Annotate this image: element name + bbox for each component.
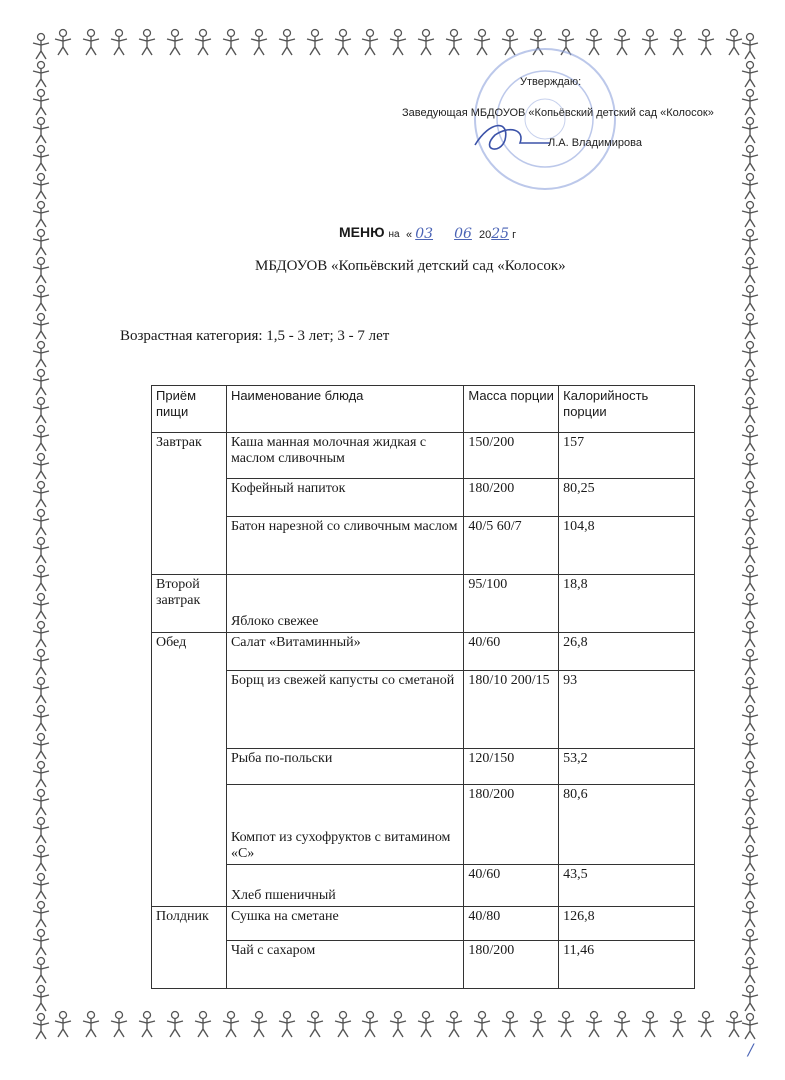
cell-mass: 180/200 [464, 479, 559, 517]
child-figure-icon [739, 928, 761, 956]
child-figure-icon [30, 844, 52, 872]
child-figure-icon [739, 452, 761, 480]
child-figure-icon [739, 704, 761, 732]
cell-mass: 150/200 [464, 433, 559, 479]
child-figure-icon [30, 732, 52, 760]
child-figure-icon [667, 28, 689, 56]
cell-dish: Рыба по-польски [226, 749, 463, 785]
child-figure-icon [667, 1010, 689, 1038]
cell-cal: 104,8 [559, 517, 695, 575]
date-year-prefix: 20 [478, 229, 492, 241]
child-figure-icon [739, 284, 761, 312]
cell-dish: Яблоко свежее [226, 575, 463, 633]
child-figure-icon [164, 28, 186, 56]
child-figure-icon [30, 872, 52, 900]
decorative-border-top [52, 28, 745, 58]
child-figure-icon [30, 704, 52, 732]
child-figure-icon [30, 648, 52, 676]
table-row [152, 633, 695, 671]
table-row [152, 941, 695, 989]
table-row [152, 865, 695, 907]
cell-mass: 40/60 [464, 865, 559, 907]
child-figure-icon [30, 116, 52, 144]
child-figure-icon [30, 88, 52, 116]
decorative-border-right [739, 32, 769, 1040]
cell-mass: 40/80 [464, 907, 559, 941]
handwritten-signature-icon [470, 115, 555, 160]
child-figure-icon [30, 368, 52, 396]
child-figure-icon [30, 172, 52, 200]
child-figure-icon [555, 1010, 577, 1038]
cell-cal: 157 [559, 433, 695, 479]
table-row [152, 517, 695, 575]
child-figure-icon [164, 1010, 186, 1038]
menu-title [339, 224, 400, 240]
handwritten-mark-icon: / [748, 1040, 754, 1059]
child-figure-icon [30, 200, 52, 228]
table-row [152, 749, 695, 785]
child-figure-icon [739, 480, 761, 508]
child-figure-icon [739, 816, 761, 844]
child-figure-icon [415, 28, 437, 56]
child-figure-icon [30, 256, 52, 284]
child-figure-icon [739, 536, 761, 564]
header-meal: Приём пищи [152, 386, 227, 433]
child-figure-icon [359, 28, 381, 56]
table-row [152, 575, 695, 633]
child-figure-icon [30, 228, 52, 256]
cell-dish: Каша манная молочная жидкая с маслом сливочным [226, 433, 463, 479]
child-figure-icon [30, 900, 52, 928]
cell-cal: 11,46 [559, 941, 695, 989]
child-figure-icon [387, 1010, 409, 1038]
cell-cal: 18,8 [559, 575, 695, 633]
child-figure-icon [30, 928, 52, 956]
cell-dish: Батон нарезной со сливочным маслом [226, 517, 463, 575]
child-figure-icon [739, 676, 761, 704]
child-figure-icon [611, 1010, 633, 1038]
child-figure-icon [30, 592, 52, 620]
child-figure-icon [739, 732, 761, 760]
child-figure-icon [30, 452, 52, 480]
child-figure-icon [30, 480, 52, 508]
child-figure-icon [30, 144, 52, 172]
cell-dish: Борщ из свежей капусты со сметаной [226, 671, 463, 749]
child-figure-icon [739, 60, 761, 88]
cell-meal: Полдник [152, 907, 227, 989]
child-figure-icon [387, 28, 409, 56]
child-figure-icon [332, 1010, 354, 1038]
child-figure-icon [739, 984, 761, 1012]
child-figure-icon [30, 312, 52, 340]
child-figure-icon [739, 368, 761, 396]
header-dish: Наименование блюда [226, 386, 463, 433]
child-figure-icon [220, 28, 242, 56]
child-figure-icon [276, 1010, 298, 1038]
cell-cal: 80,6 [559, 785, 695, 865]
child-figure-icon [108, 28, 130, 56]
child-figure-icon [443, 1010, 465, 1038]
cell-cal: 80,25 [559, 479, 695, 517]
cell-mass: 40/60 [464, 633, 559, 671]
child-figure-icon [739, 844, 761, 872]
date-year: 25 [491, 226, 510, 242]
child-figure-icon [30, 508, 52, 536]
cell-dish: Хлеб пшеничный [226, 865, 463, 907]
cell-mass: 95/100 [464, 575, 559, 633]
age-category: Возрастная категория: 1,5 - 3 лет; 3 - 7 лет [120, 328, 390, 344]
cell-dish: Сушка на сметане [226, 907, 463, 941]
header-mass: Масса порции [464, 386, 559, 433]
child-figure-icon [30, 340, 52, 368]
child-figure-icon [739, 760, 761, 788]
child-figure-icon [415, 1010, 437, 1038]
child-figure-icon [304, 28, 326, 56]
menu-title-text: МЕНЮ [339, 224, 385, 240]
cell-meal: Завтрак [152, 433, 227, 575]
child-figure-icon [739, 508, 761, 536]
child-figure-icon [276, 28, 298, 56]
cell-cal: 93 [559, 671, 695, 749]
child-figure-icon [304, 1010, 326, 1038]
table-row [152, 785, 695, 865]
child-figure-icon [739, 144, 761, 172]
cell-mass: 40/5 60/7 [464, 517, 559, 575]
approval-head: Заведующая МБДОУОВ «Копьёвский детский сад «Колосок» [402, 107, 714, 119]
date-quote: « [406, 229, 413, 241]
child-figure-icon [30, 816, 52, 844]
cell-dish: Компот из сухофруктов с витамином «С» [226, 785, 463, 865]
child-figure-icon [30, 984, 52, 1012]
child-figure-icon [30, 1012, 52, 1040]
cell-meal: Обед [152, 633, 227, 907]
child-figure-icon [30, 676, 52, 704]
child-figure-icon [739, 620, 761, 648]
menu-na: на [388, 229, 400, 240]
child-figure-icon [30, 564, 52, 592]
decorative-border-bottom [52, 1010, 745, 1040]
table-header-row [152, 386, 695, 433]
child-figure-icon [695, 1010, 717, 1038]
child-figure-icon [471, 1010, 493, 1038]
child-figure-icon [499, 1010, 521, 1038]
child-figure-icon [739, 564, 761, 592]
cell-dish: Чай с сахаром [226, 941, 463, 989]
child-figure-icon [30, 60, 52, 88]
cell-dish: Салат «Витаминный» [226, 633, 463, 671]
child-figure-icon [739, 256, 761, 284]
child-figure-icon [248, 1010, 270, 1038]
table-row [152, 479, 695, 517]
child-figure-icon [739, 88, 761, 116]
child-figure-icon [739, 1012, 761, 1040]
table-row [152, 671, 695, 749]
child-figure-icon [248, 28, 270, 56]
child-figure-icon [639, 1010, 661, 1038]
organization-name: МБДОУОВ «Копьёвский детский сад «Колосок» [255, 258, 566, 274]
child-figure-icon [739, 788, 761, 816]
child-figure-icon [359, 1010, 381, 1038]
header-calories: Калорийность порции [559, 386, 695, 433]
decorative-border-left [30, 32, 60, 1040]
child-figure-icon [739, 200, 761, 228]
child-figure-icon [30, 788, 52, 816]
cell-mass: 180/10 200/15 [464, 671, 559, 749]
child-figure-icon [739, 872, 761, 900]
child-figure-icon [30, 396, 52, 424]
child-figure-icon [739, 116, 761, 144]
child-figure-icon [80, 28, 102, 56]
menu-date [406, 226, 516, 242]
child-figure-icon [739, 424, 761, 452]
child-figure-icon [739, 648, 761, 676]
date-day: 03 [415, 226, 434, 242]
cell-cal: 53,2 [559, 749, 695, 785]
child-figure-icon [136, 28, 158, 56]
child-figure-icon [739, 32, 761, 60]
child-figure-icon [30, 956, 52, 984]
cell-dish: Кофейный напиток [226, 479, 463, 517]
child-figure-icon [30, 536, 52, 564]
date-year-suffix: г [512, 229, 517, 241]
menu-table [151, 385, 695, 989]
child-figure-icon [739, 396, 761, 424]
cell-mass: 180/200 [464, 941, 559, 989]
child-figure-icon [332, 28, 354, 56]
child-figure-icon [739, 172, 761, 200]
cell-mass: 120/150 [464, 749, 559, 785]
cell-cal: 26,8 [559, 633, 695, 671]
date-month: 06 [454, 226, 472, 242]
child-figure-icon [108, 1010, 130, 1038]
child-figure-icon [30, 760, 52, 788]
child-figure-icon [30, 424, 52, 452]
child-figure-icon [80, 1010, 102, 1038]
cell-meal: Второй завтрак [152, 575, 227, 633]
cell-mass: 180/200 [464, 785, 559, 865]
child-figure-icon [739, 900, 761, 928]
cell-cal: 126,8 [559, 907, 695, 941]
cell-cal: 43,5 [559, 865, 695, 907]
table-row [152, 433, 695, 479]
child-figure-icon [583, 1010, 605, 1038]
child-figure-icon [192, 28, 214, 56]
child-figure-icon [30, 32, 52, 60]
child-figure-icon [739, 592, 761, 620]
child-figure-icon [443, 28, 465, 56]
child-figure-icon [739, 312, 761, 340]
child-figure-icon [639, 28, 661, 56]
approval-signature-name: Л.А. Владимирова [548, 137, 642, 149]
child-figure-icon [739, 228, 761, 256]
child-figure-icon [527, 1010, 549, 1038]
child-figure-icon [739, 956, 761, 984]
child-figure-icon [739, 340, 761, 368]
child-figure-icon [192, 1010, 214, 1038]
approval-label: Утверждаю: [520, 76, 582, 88]
table-row [152, 907, 695, 941]
child-figure-icon [220, 1010, 242, 1038]
child-figure-icon [136, 1010, 158, 1038]
child-figure-icon [695, 28, 717, 56]
child-figure-icon [30, 284, 52, 312]
child-figure-icon [30, 620, 52, 648]
